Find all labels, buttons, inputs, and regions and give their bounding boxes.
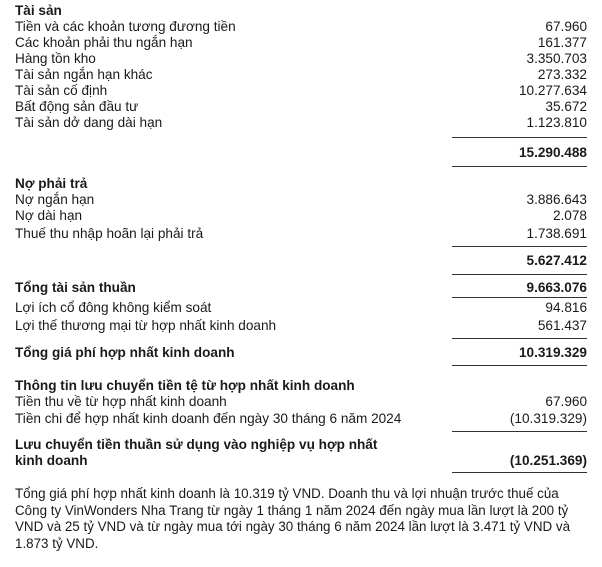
table-row: [15, 35, 587, 51]
row-value: 1.738.691: [526, 226, 587, 241]
table-row: [15, 300, 587, 316]
divider: [452, 431, 587, 432]
liabilities-heading: Nợ phải trả: [15, 176, 88, 191]
table-row: [15, 192, 587, 208]
row-label: Nợ ngắn hạn: [15, 192, 95, 207]
cashflow-heading-row: [15, 378, 587, 394]
table-row: [15, 411, 587, 427]
table-row: [15, 99, 587, 115]
assets-heading: Tài sản: [15, 3, 62, 18]
row-label: Thuế thu nhập hoãn lại phải trả: [15, 226, 204, 241]
cashflow-net-value: (10.251.369): [509, 453, 587, 468]
row-label: Bất động sản đầu tư: [15, 99, 139, 114]
cashflow-net-label-cont: kinh doanh: [15, 453, 88, 468]
row-value: 2.078: [552, 208, 587, 223]
net-assets-row: [15, 280, 587, 296]
row-value: 94.816: [545, 300, 587, 315]
row-label: Tài sản ngắn hạn khác: [15, 67, 153, 82]
cashflow-heading: Thông tin lưu chuyển tiền tệ từ hợp nhất kinh doanh: [15, 378, 355, 393]
row-label: Hàng tồn kho: [15, 51, 96, 66]
row-label: Tiền và các khoản tương đương tiền: [15, 19, 236, 34]
table-row: [15, 83, 587, 99]
table-row: [15, 51, 587, 67]
row-value: 561.437: [537, 318, 587, 333]
assets-total: 15.290.488: [518, 145, 587, 160]
row-value: 161.377: [537, 35, 587, 50]
row-value: 273.332: [537, 67, 587, 82]
divider: [452, 274, 587, 275]
assets-total-row: [15, 145, 587, 161]
divider: [452, 297, 587, 298]
row-value: 67.960: [545, 19, 587, 34]
table-row: [15, 208, 587, 224]
row-label: Tài sản dở dang dài hạn: [15, 115, 163, 130]
row-label: Các khoản phải thu ngắn hạn: [15, 35, 193, 50]
liabilities-total-row: [15, 253, 587, 269]
liabilities-total: 5.627.412: [526, 253, 587, 268]
row-label: Nợ dài hạn: [15, 208, 83, 223]
net-assets-value: 9.663.076: [526, 280, 587, 295]
row-label: Tiền thu về từ hợp nhất kinh doanh: [15, 394, 227, 409]
row-value: (10.319.329): [509, 411, 587, 426]
table-row: [15, 226, 587, 242]
net-assets-label: Tổng tài sản thuần: [15, 280, 136, 295]
row-value: 3.886.643: [526, 192, 587, 207]
divider: [452, 137, 587, 138]
total-cost-row: [15, 345, 587, 361]
total-cost-label: Tổng giá phí hợp nhất kinh doanh: [15, 345, 235, 360]
cashflow-net-row-2: [15, 453, 587, 469]
cashflow-net-label: Lưu chuyển tiền thuần sử dụng vào nghiệp vụ hợp nhất: [15, 437, 378, 452]
table-row: [15, 67, 587, 83]
row-label: Tiền chi để hợp nhất kinh doanh đến ngày 30 tháng 6 năm 2024: [15, 411, 402, 426]
row-label: Lợi ích cổ đông không kiểm soát: [15, 300, 212, 315]
table-row: [15, 115, 587, 131]
table-row: [15, 318, 587, 334]
liabilities-heading-row: [15, 176, 587, 192]
total-cost-value: 10.319.329: [518, 345, 587, 360]
assets-heading-row: [15, 3, 587, 19]
row-value: 67.960: [545, 394, 587, 409]
divider: [452, 246, 587, 247]
divider: [452, 338, 587, 339]
row-value: 3.350.703: [526, 51, 587, 66]
row-label: Tài sản cố định: [15, 83, 108, 98]
row-value: 35.672: [545, 99, 587, 114]
divider: [452, 472, 587, 473]
note-paragraph: Tổng giá phí hợp nhất kinh doanh là 10.319 tỷ VND. Doanh thu và lợi nhuận trước thuế của Công ty VinWonders Nha Trang từ ngày 1 tháng 1 năm 2024 đến ngày mua lần lượt là 200 tỷ VND và 25 tỷ VND và từ ngày mua tới ngày 30 tháng 6 năm 2024 lần lượt là 3.471 tỷ VND và 1.873 tỷ VND.: [15, 486, 571, 551]
row-value: 10.277.634: [518, 83, 587, 98]
cashflow-net-row-1: [15, 437, 587, 453]
divider: [452, 365, 587, 366]
divider: [452, 166, 587, 167]
table-row: [15, 19, 587, 35]
row-label: Lợi thế thương mại từ hợp nhất kinh doanh: [15, 318, 277, 333]
table-row: [15, 394, 587, 410]
row-value: 1.123.810: [526, 115, 587, 130]
